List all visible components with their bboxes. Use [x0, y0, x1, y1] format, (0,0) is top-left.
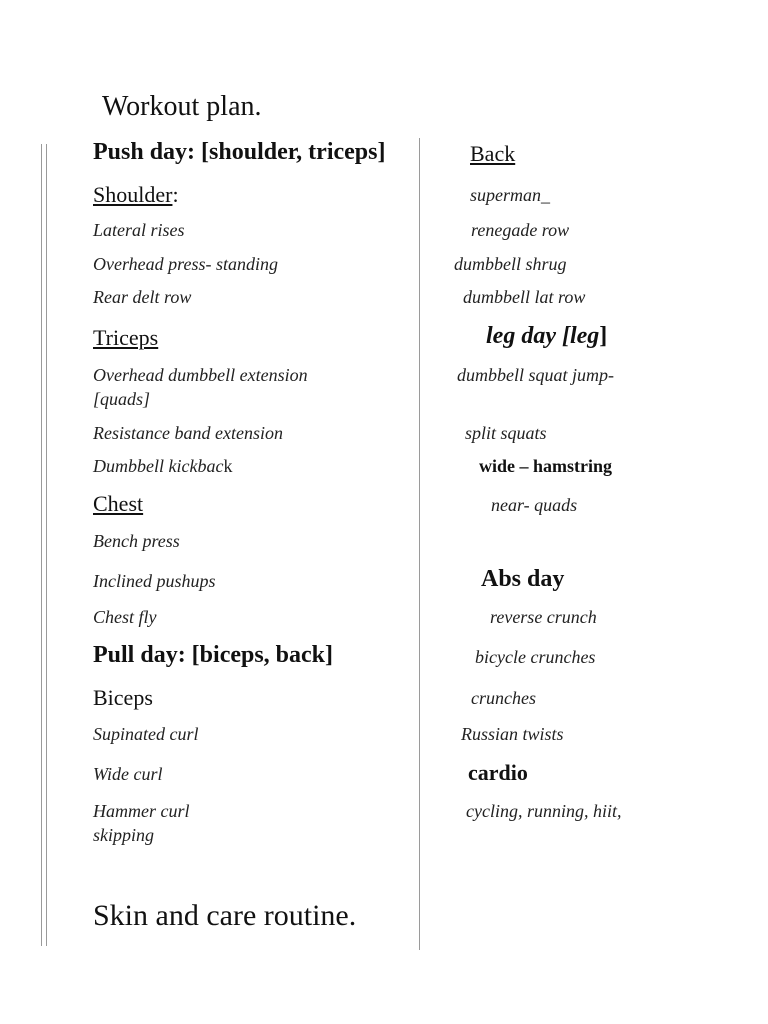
list-item: dumbbell shrug — [454, 254, 567, 274]
list-item: Bench press — [93, 531, 180, 551]
list-item: Chest fly — [93, 607, 157, 627]
list-item: Overhead press- standing — [93, 254, 278, 274]
cardio-heading: cardio — [468, 760, 528, 785]
left-margin-rule-2 — [46, 144, 47, 946]
list-item: Lateral rises — [93, 220, 185, 240]
shoulder-heading — [93, 182, 179, 207]
list-item-continuation: [quads] — [93, 389, 151, 409]
list-item-text: Dumbbell kickbac — [93, 456, 224, 476]
pull-day-heading: Pull day: [biceps, back] — [93, 642, 334, 668]
leg-day-heading-text: leg day [leg — [486, 323, 600, 349]
list-item: Resistance band extension — [93, 423, 283, 443]
list-item-continuation: skipping — [93, 825, 154, 845]
chest-heading: Chest — [93, 491, 144, 516]
push-day-heading: Push day: [shoulder, triceps] — [93, 139, 386, 165]
list-item: near- quads — [491, 495, 578, 515]
list-item: Hammer curl — [93, 801, 190, 821]
list-item: Rear delt row — [93, 287, 192, 307]
list-item: Wide curl — [93, 764, 163, 784]
biceps-heading: Biceps — [93, 685, 153, 710]
list-item: crunches — [471, 688, 536, 708]
shoulder-heading-text: Shoulder — [93, 182, 173, 207]
list-item: superman_ — [470, 185, 550, 205]
document-title: Workout plan. — [102, 91, 262, 122]
list-item: dumbbell lat row — [463, 287, 586, 307]
list-item: Overhead dumbbell extension — [93, 365, 308, 385]
list-item: renegade row — [471, 220, 570, 240]
list-item: reverse crunch — [490, 607, 597, 627]
leg-day-heading-tail: ] — [599, 323, 608, 349]
list-item: Inclined pushups — [93, 571, 216, 591]
column-divider-rule — [419, 138, 420, 950]
list-item: cycling, running, hiit, — [466, 801, 622, 821]
list-item: split squats — [465, 423, 547, 443]
leg-day-heading — [486, 323, 607, 351]
back-heading: Back — [470, 141, 516, 166]
list-item: wide – hamstring — [479, 456, 613, 476]
left-margin-rule-1 — [41, 144, 42, 946]
triceps-heading: Triceps — [93, 325, 159, 350]
list-item-tail: k — [223, 456, 233, 476]
list-item: Russian twists — [461, 724, 564, 744]
shoulder-heading-colon: : — [172, 182, 179, 207]
list-item: bicycle crunches — [475, 647, 596, 667]
list-item: Supinated curl — [93, 724, 199, 744]
list-item — [93, 456, 232, 477]
list-item: dumbbell squat jump- — [457, 365, 614, 385]
skin-care-heading: Skin and care routine. — [93, 899, 357, 932]
abs-day-heading: Abs day — [481, 566, 565, 592]
